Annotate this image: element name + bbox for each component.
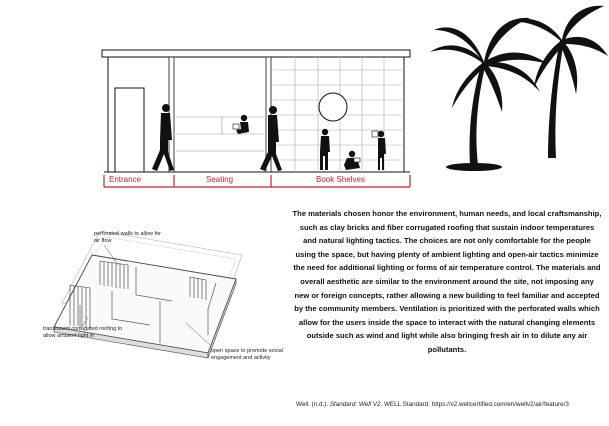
zone-label-book-shelves: Book Shelves [316, 175, 365, 184]
callout-open-space: open space to promote social engagement and activity [211, 348, 283, 361]
citation-prefix: Well. (n.d.). [296, 401, 330, 408]
section-drawing [0, 0, 609, 200]
round-window [319, 93, 347, 121]
citation-suffix: . WELL Standard. https://v2.wellcertified.com/en/wellv2/air/feature/3 [380, 401, 569, 408]
zone-label-seating: Seating [206, 175, 234, 184]
child-crouching [344, 151, 360, 170]
child-sitting [233, 115, 249, 134]
citation [296, 401, 569, 408]
palm-tree-icon [430, 18, 548, 171]
entrance-door [115, 88, 144, 172]
callout-perforated-walls: perforated walls to allow for air flow [94, 231, 161, 244]
roof-slab [102, 50, 410, 57]
callout-translucent-roofing: translucent corrugated roofing to allow ambient light in [43, 326, 123, 339]
palm-tree-icon [508, 6, 608, 158]
seating-steps [176, 117, 264, 151]
citation-title: Standard: Well V2 [329, 401, 381, 408]
child-standing [320, 129, 330, 170]
zone-label-entrance: Entrance [109, 175, 142, 184]
description-paragraph: The materials chosen honor the environment, human needs, and local craftsmanship, such as clay bricks and fiber corrugated roofing that sustain indoor temperatures and natural lighting tactics. The choices are not only comfortable for the people using the space, but having plenty of ambient lighting and open-air tactics minimize the need for additional lighting or forms of air temperature control. The materials and overall aesthetic are similar to the environment around the site, not imposing any new or foreign concepts, rather allowing a new building to feel familiar and accepted by the community members. Ventilation is prioritized with the perforated walls which allow for the users inside the space to interact with the natural changing elements outside such as wind and light while also bringing fresh air in to dilute any air pollutants. [292, 209, 602, 354]
